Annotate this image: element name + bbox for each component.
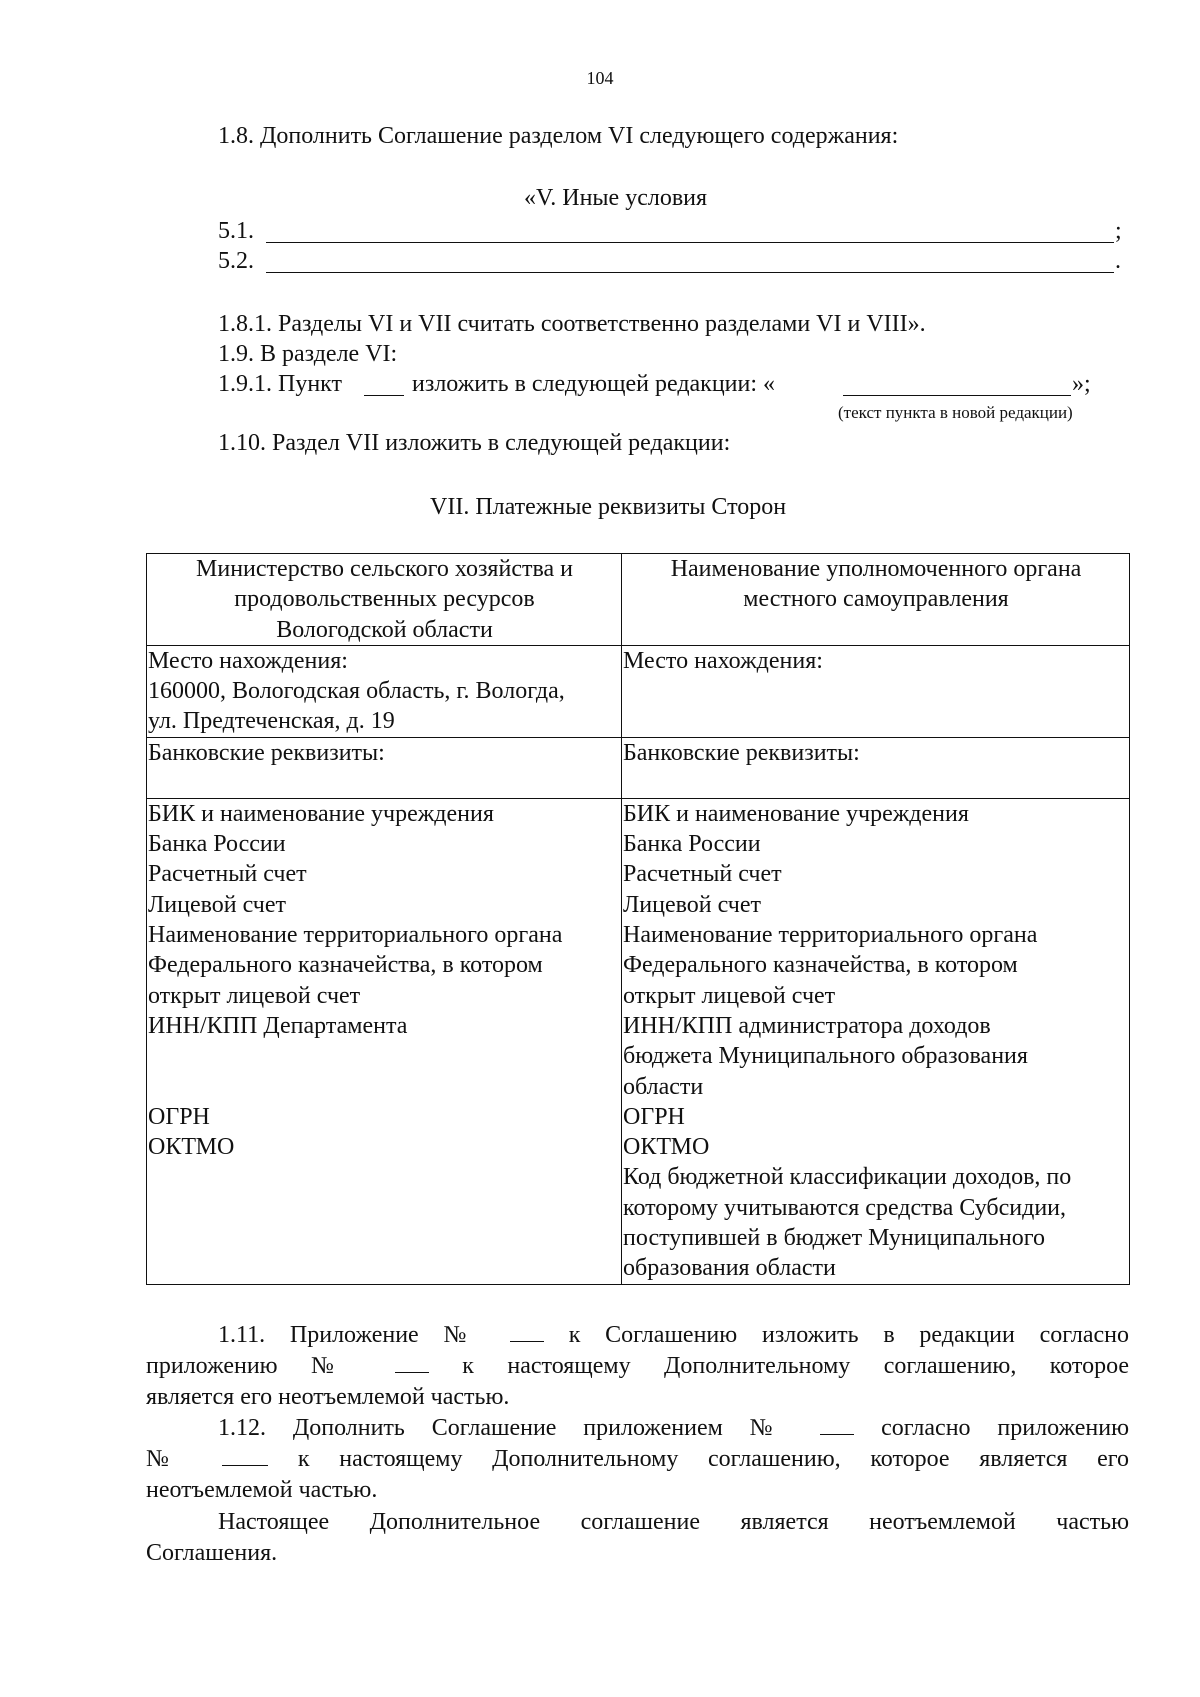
section-vii-title: VII. Платежные реквизиты Сторон [430,494,787,520]
final-clause-line-1: Настоящее Дополнительное соглашение является неотъемлемой частью [218,1509,1129,1535]
local-authority-bank-label-cell [622,737,1130,798]
local-authority-header-line: Наименование уполномоченного органа [670,556,1082,582]
clause-1-11-text: к настоящему Дополнительному соглашению, которое [462,1353,1130,1379]
final-clause-line-2: Соглашения. [146,1540,278,1566]
local-authority-detail-line: области [623,1073,704,1100]
table-bank-label-row [147,737,1130,798]
ministry-location-line: 160000, Вологодская область, г. Вологда, [148,678,565,705]
clause-1-9-1-number-blank [364,395,404,396]
clause-1-12-text: к настоящему Дополнительному соглашению, которое является его [297,1446,1130,1472]
ministry-location-line: ул. Предтеченская, д. 19 [148,708,395,735]
clause-1-9-1-middle: изложить в следующей редакции: « [412,371,776,397]
clause-1-11-line-3: является его неотъемлемой частью. [146,1384,510,1410]
clause-1-8-1: 1.8.1. Разделы VI и VII считать соответственно разделами VI и VIII». [218,311,926,337]
ministry-detail-line: Наименование территориального органа [148,922,563,949]
local-authority-location-cell [622,645,1130,737]
local-authority-bank-label: Банковские реквизиты: [623,739,860,766]
clause-1-12-line-1 [146,1413,1129,1444]
ministry-detail-line: ИНН/КПП Департамента [148,1012,408,1039]
clause-1-12 [146,1413,1129,1506]
local-authority-detail-line: Код бюджетной классификации доходов, по [623,1164,1072,1191]
clause-1-10: 1.10. Раздел VII изложить в следующей редакции: [218,430,731,456]
ministry-detail-line: Федерального казначейства, в котором [148,952,543,979]
ministry-detail-spacer [148,1072,621,1102]
final-clause [146,1507,1129,1569]
clause-1-12-text: согласно приложению [881,1415,1129,1441]
local-authority-detail-line: Лицевой счет [623,891,762,918]
clause-1-9-1-text-blank [843,395,1071,396]
item-5-1-end: ; [1115,218,1122,244]
clause-1-11 [146,1320,1129,1413]
item-5-2-end: . [1115,248,1121,274]
local-authority-detail-line: Федерального казначейства, в котором [623,952,1018,979]
payment-details-table [146,553,1130,1285]
ministry-detail-line: БИК и наименование учреждения [148,800,494,827]
local-authority-detail-line: бюджета Муниципального образования [623,1043,1028,1070]
appendix-number-blank [510,1321,544,1342]
item-5-2-fill-line [266,272,1114,273]
local-authority-detail-line: ИНН/КПП администратора доходов [623,1012,991,1039]
clause-1-12-line-2 [146,1444,1129,1475]
clause-1-12-text: № [146,1446,193,1472]
ministry-detail-line: Лицевой счет [148,891,287,918]
clause-1-12-text: 1.12. Дополнить Соглашение приложением № [218,1415,794,1441]
appendix-number-blank [222,1445,268,1466]
clause-1-11-text: к Соглашению изложить в редакции согласно [568,1322,1129,1348]
local-authority-detail-line: которому учитываются средства Субсидии, [623,1194,1067,1221]
local-authority-location-line: Место нахождения: [623,647,823,674]
ministry-detail-line: ОГРН [148,1103,210,1130]
appendix-number-blank [820,1414,854,1435]
item-5-1-label: 5.1. [218,218,254,244]
ministry-detail-line: Расчетный счет [148,861,307,888]
local-authority-details-cell [622,798,1130,1284]
local-authority-header-cell [622,554,1130,646]
table-header-row [147,554,1130,646]
local-authority-detail-line: открыт лицевой счет [623,982,836,1009]
appendix-number-blank [395,1352,429,1373]
local-authority-detail-line: образования области [623,1255,836,1282]
local-authority-detail-line: поступившей в бюджет Муниципального [623,1225,1045,1252]
clause-1-11-text: 1.11. Приложение № [218,1322,486,1348]
ministry-header-line: Вологодской области [276,616,493,643]
clause-1-11-text: приложению № [146,1353,362,1379]
local-authority-detail-line: Наименование территориального органа [623,922,1038,949]
ministry-header-cell [147,554,622,646]
ministry-detail-spacer [148,1041,621,1071]
ministry-location-cell [147,645,622,737]
local-authority-detail-line: ОКТМО [623,1134,710,1161]
clause-1-9: 1.9. В разделе VI: [218,341,398,367]
ministry-detail-line: открыт лицевой счет [148,982,361,1009]
local-authority-detail-line: Расчетный счет [623,861,782,888]
table-details-row [147,798,1130,1284]
ministry-details-cell [147,798,622,1284]
ministry-bank-label: Банковские реквизиты: [148,739,385,766]
local-authority-detail-line: Банка России [623,831,761,858]
local-authority-detail-line: БИК и наименование учреждения [623,800,969,827]
ministry-header-line: продовольственных ресурсов [234,586,535,613]
ministry-location-line: Место нахождения: [148,647,348,674]
clause-1-12-line-3: неотъемлемой частью. [146,1477,378,1503]
page-number: 104 [586,68,614,88]
item-5-2-label: 5.2. [218,248,254,274]
clause-1-11-line-2 [146,1351,1129,1382]
ministry-detail-line: Банка России [148,831,286,858]
clause-1-9-1-end: »; [1072,371,1091,397]
ministry-header-line: Министерство сельского хозяйства и [196,556,573,582]
ministry-bank-label-cell [147,737,622,798]
section-v-title: «V. Иные условия [524,185,708,211]
clause-1-8: 1.8. Дополнить Соглашение разделом VI следующего содержания: [218,123,899,149]
item-5-1-fill-line [266,242,1114,243]
local-authority-header-line: местного самоуправления [743,586,1009,613]
table-location-row [147,645,1130,737]
local-authority-detail-line: ОГРН [623,1103,685,1130]
clause-1-11-line-1 [146,1320,1129,1351]
clause-1-9-1-note: (текст пункта в новой редакции) [838,403,1073,422]
clause-1-9-1-start: 1.9.1. Пункт [218,371,343,397]
ministry-detail-line: ОКТМО [148,1134,235,1161]
